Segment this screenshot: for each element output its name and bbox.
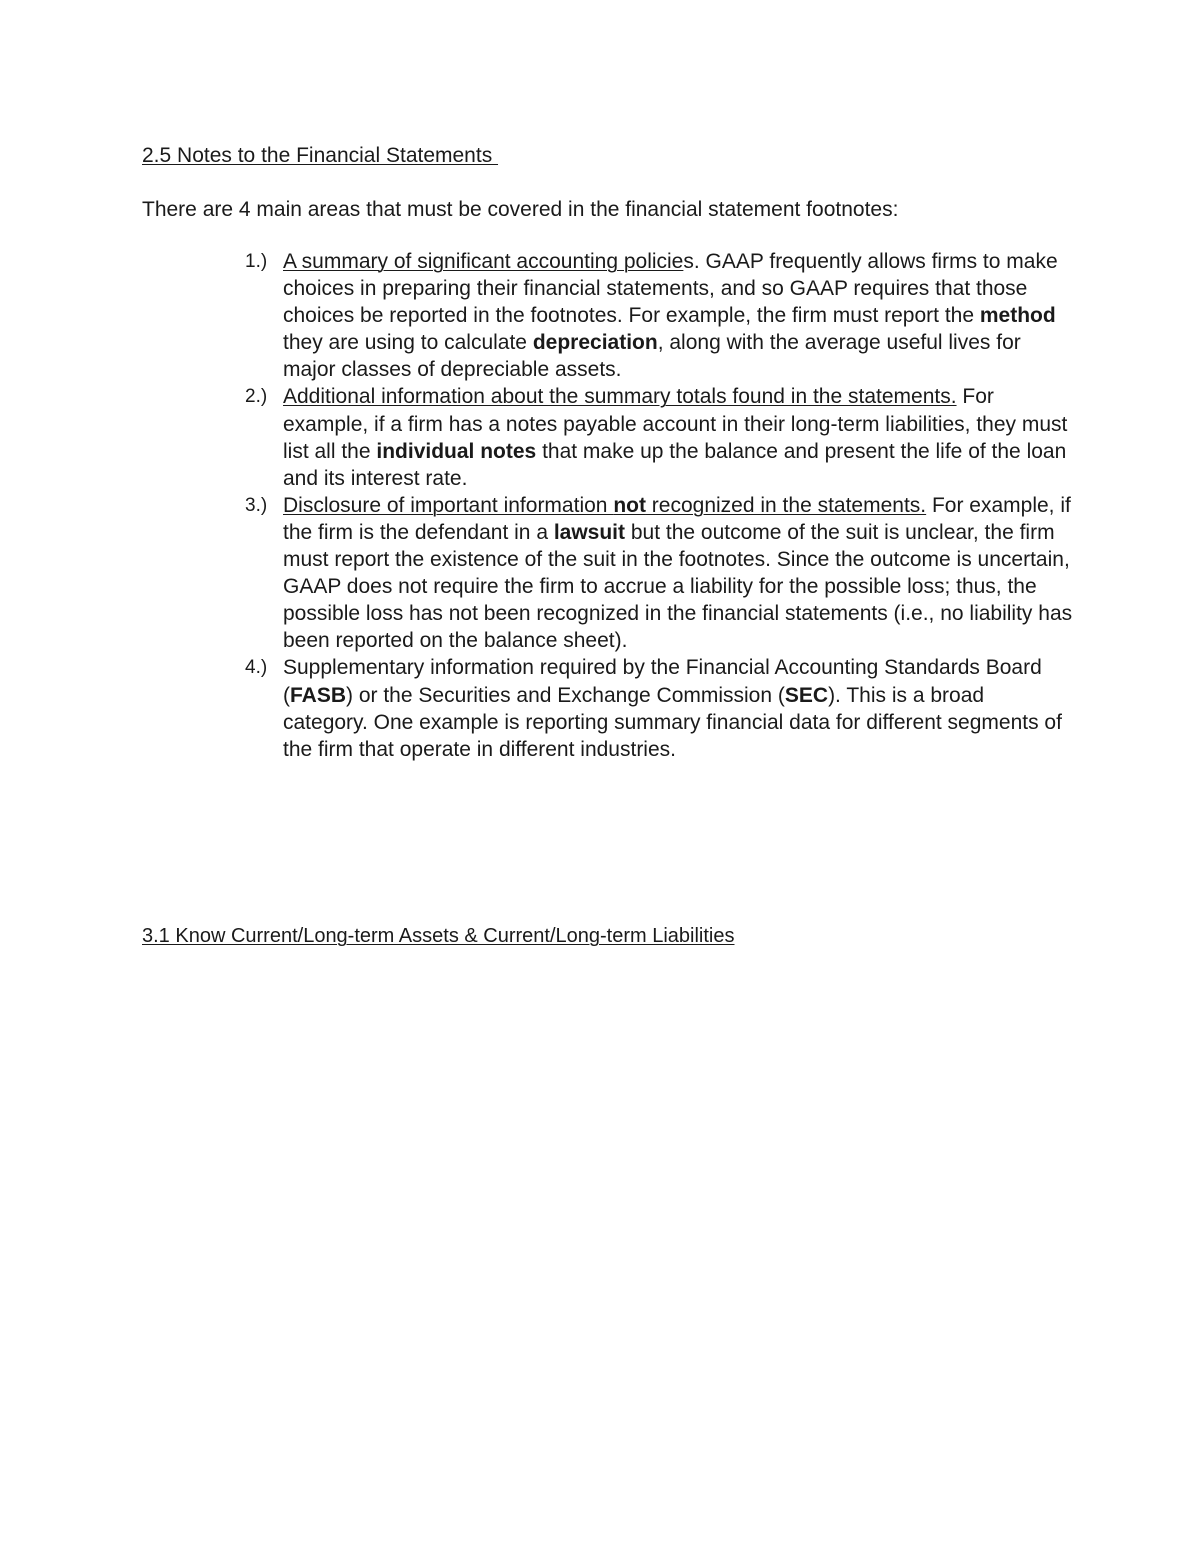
item-4-bold-fasb: FASB (290, 683, 347, 707)
list-item-2 (0, 383, 1073, 491)
footnote-areas-list (0, 248, 1200, 763)
list-item-3 (0, 492, 1073, 655)
list-number-3: 3.) (245, 494, 268, 516)
item-2-lead: Additional information about the summary totals found in the statements. (283, 385, 957, 409)
list-item-1 (0, 248, 1073, 383)
item-3-lead-part-1: Disclosure of important information (283, 493, 614, 517)
item-3-lead (283, 494, 926, 517)
section-heading-assets-liabilities: 3.1 Know Current/Long-term Assets & Current/Long-term Liabilities (142, 925, 735, 947)
list-number-4: 4.) (245, 657, 268, 679)
item-4-text-2: ) or the Securities and Exchange Commission ( (346, 683, 785, 707)
item-1-lead: A summary of significant accounting policie (283, 250, 684, 273)
item-3-lead-part-2: recognized in the statements. (645, 493, 927, 517)
item-3-bold-lawsuit: lawsuit (553, 520, 626, 544)
item-1-text-1: s. GAAP frequently allows firms to make choices in preparing their financial statements, and so GAAP requires that those choices be reported in the footnotes. For example, the firm must report the (283, 250, 1058, 328)
item-1-text-3: , along with the average useful lives for major classes of depreciable assets. (283, 331, 1021, 382)
list-number-1: 1.) (245, 251, 268, 272)
item-2-text-1: For example, if a firm has a notes payable account in their long-term liabilities, they must list all the (283, 385, 1068, 463)
item-3-text-1: For example, if the firm is the defendant in a (283, 493, 1071, 544)
list-item-4 (0, 654, 1073, 762)
item-2-bold-individual-notes: individual notes (376, 439, 537, 463)
item-1-bold-method: method (979, 304, 1056, 328)
item-2-text-2: that make up the balance and present the life of the loan and its interest rate. (283, 439, 1067, 490)
item-4-text-1: Supplementary information required by the Financial Accounting Standards Board ( (283, 656, 1042, 707)
item-3-lead-bold-not: not (613, 493, 646, 517)
item-1-text-2: they are using to calculate (283, 331, 533, 355)
list-number-2: 2.) (245, 386, 268, 408)
intro-paragraph: There are 4 main areas that must be covered in the financial statement footnotes: (142, 198, 899, 221)
item-3-text-2: but the outcome of the suit is unclear, the firm must report the existence of the suit in the footnotes. Since the outcome is uncertain, GAAP does not require the firm to accrue a liability for the possible loss; thus, the possible loss has not been recognized in the financial statements (i.e., no liability has been reported on the balance sheet). (283, 520, 1073, 653)
item-4-text-3: ). This is a broad category. One example is reporting summary financial data for different segments of the firm that operate in different industries. (283, 683, 1062, 761)
section-heading-notes: 2.5 Notes to the Financial Statements (142, 144, 499, 167)
item-1-bold-depreciation: depreciation (532, 331, 658, 355)
item-4-bold-sec: SEC (784, 683, 829, 707)
